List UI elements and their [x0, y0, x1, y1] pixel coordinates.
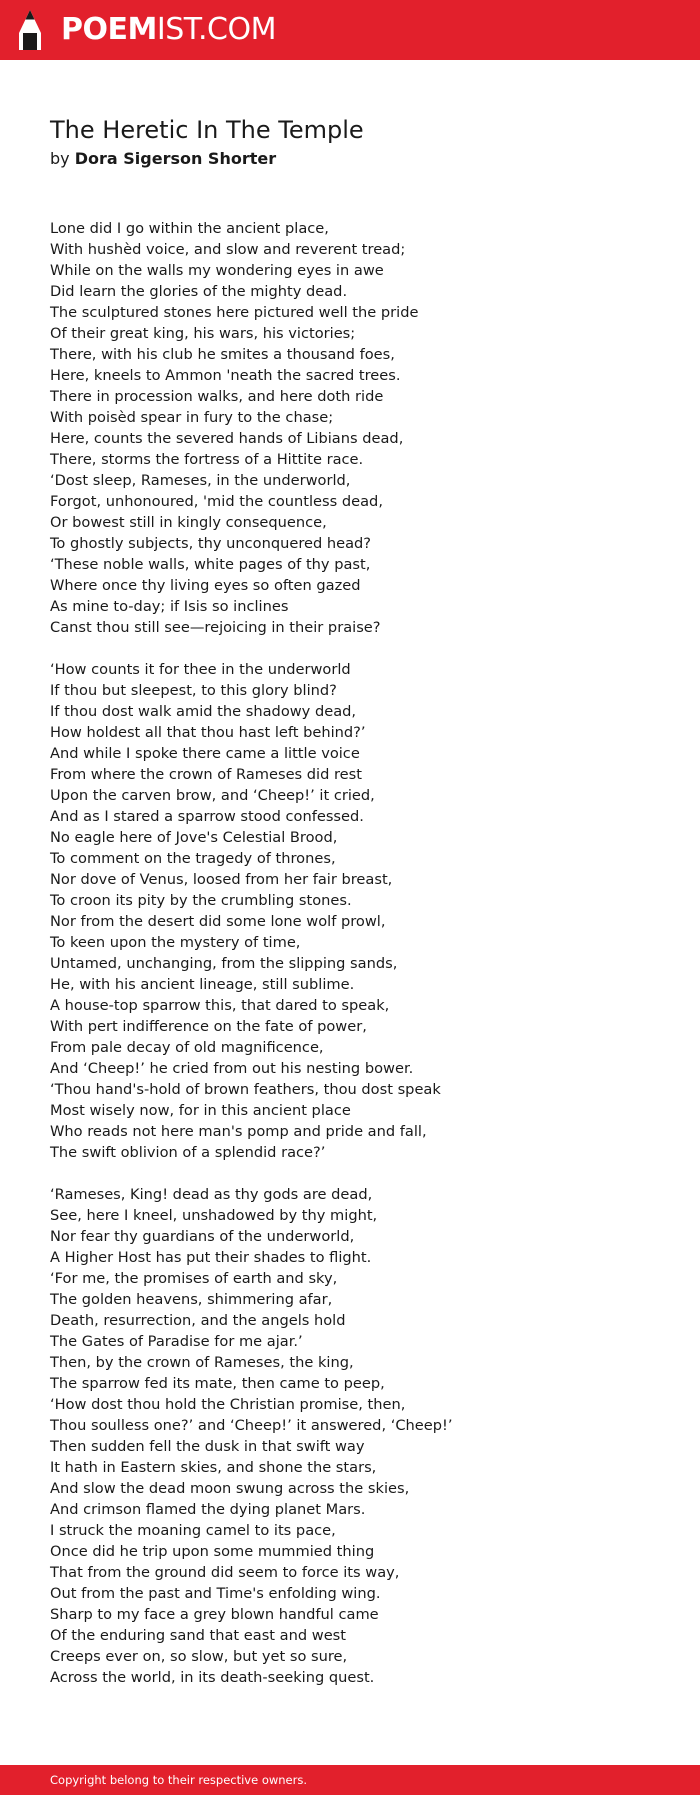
- poem-line: A Higher Host has put their shades to flight.: [50, 1249, 372, 1266]
- poem-line: It hath in Eastern skies, and shone the stars,: [50, 1459, 377, 1476]
- poem-line: To comment on the tragedy of thrones,: [50, 850, 336, 867]
- poem-line: How holdest all that thou hast left behind?’: [50, 724, 366, 741]
- poem-line: And as I stared a sparrow stood confessed.: [50, 808, 364, 825]
- poem-line: The swift oblivion of a splendid race?’: [50, 1144, 326, 1161]
- poem-line: Nor fear thy guardians of the underworld,: [50, 1228, 355, 1245]
- poem-line: ‘These noble walls, white pages of thy past,: [50, 556, 371, 573]
- poem-stanza: [50, 1184, 650, 1688]
- poem-line: Nor from the desert did some lone wolf prowl,: [50, 913, 386, 930]
- poem-line: With hushèd voice, and slow and reverent tread;: [50, 241, 406, 258]
- poem-line: There in procession walks, and here doth ride: [50, 388, 384, 405]
- poem-line: The sculptured stones here pictured well the pride: [50, 304, 419, 321]
- poem-line: There, with his club he smites a thousand foes,: [50, 346, 395, 363]
- poem-line: Death, resurrection, and the angels hold: [50, 1312, 346, 1329]
- poem-line: Where once thy living eyes so often gazed: [50, 577, 361, 594]
- poem-line: If thou but sleepest, to this glory blind?: [50, 682, 337, 699]
- poem-line: Out from the past and Time's enfolding wing.: [50, 1585, 381, 1602]
- copyright-notice: Copyright belong to their respective owners.: [50, 1773, 308, 1787]
- poem-line: Sharp to my face a grey blown handful came: [50, 1606, 379, 1623]
- poem-line: And slow the dead moon swung across the skies,: [50, 1480, 410, 1497]
- poem-stanza: [50, 659, 650, 1163]
- poem-line: Once did he trip upon some mummied thing: [50, 1543, 375, 1560]
- poem-line: Of their great king, his wars, his victories;: [50, 325, 356, 342]
- poem-line: The sparrow fed its mate, then came to peep,: [50, 1375, 385, 1392]
- poem-byline: [50, 147, 276, 171]
- logo-light-text: IST.COM: [156, 12, 276, 47]
- poem-author: Dora Sigerson Shorter: [74, 149, 277, 168]
- stanza-break: [50, 638, 650, 659]
- poem-line: Did learn the glories of the mighty dead.: [50, 283, 348, 300]
- poem-line: ‘Rameses, King! dead as thy gods are dead,: [50, 1186, 373, 1203]
- poem-line: There, storms the fortress of a Hittite race.: [50, 451, 364, 468]
- poem-line: ‘How dost thou hold the Christian promise, then,: [50, 1396, 406, 1413]
- poem-line: Of the enduring sand that east and west: [50, 1627, 346, 1644]
- poem-line: While on the walls my wondering eyes in awe: [50, 262, 384, 279]
- poem-stanza: [50, 218, 650, 638]
- poem-line: With pert indifference on the fate of power,: [50, 1018, 367, 1035]
- site-footer: [0, 1765, 700, 1795]
- poem-line: Most wisely now, for in this ancient place: [50, 1102, 351, 1119]
- poem-body: [50, 218, 650, 1688]
- poem-line: And while I spoke there came a little voice: [50, 745, 360, 762]
- poem-line: Or bowest still in kingly consequence,: [50, 514, 327, 531]
- poem-line: I struck the moaning camel to its pace,: [50, 1522, 336, 1539]
- poem-line: To croon its pity by the crumbling stones.: [50, 892, 352, 909]
- poem-line: Who reads not here man's pomp and pride and fall,: [50, 1123, 427, 1140]
- poem-line: The golden heavens, shimmering afar,: [50, 1291, 333, 1308]
- poem-line: See, here I kneel, unshadowed by thy might,: [50, 1207, 378, 1224]
- poem-line: Untamed, unchanging, from the slipping sands,: [50, 955, 398, 972]
- poem-line: ‘How counts it for thee in the underworld: [50, 661, 351, 678]
- poem-line: ‘For me, the promises of earth and sky,: [50, 1270, 338, 1287]
- poem-line: He, with his ancient lineage, still sublime.: [50, 976, 355, 993]
- poem-line: If thou dost walk amid the shadowy dead,: [50, 703, 357, 720]
- poem-line: Upon the carven brow, and ‘Cheep!’ it cried,: [50, 787, 375, 804]
- poem-line: Across the world, in its death-seeking quest.: [50, 1669, 375, 1686]
- poem-line: ‘Dost sleep, Rameses, in the underworld,: [50, 472, 351, 489]
- poem-line: Then sudden fell the dusk in that swift way: [50, 1438, 365, 1455]
- poem-line: To ghostly subjects, thy unconquered head?: [50, 535, 372, 552]
- poem-line: And crimson flamed the dying planet Mars.: [50, 1501, 366, 1518]
- poem-line: To keen upon the mystery of time,: [50, 934, 301, 951]
- poem-line: And ‘Cheep!’ he cried from out his nesting bower.: [50, 1060, 414, 1077]
- poem-line: Canst thou still see—rejoicing in their praise?: [50, 619, 381, 636]
- pencil-tip-icon[interactable]: [17, 9, 43, 51]
- poem-line: ‘Thou hand's-hold of brown feathers, thou dost speak: [50, 1081, 441, 1098]
- logo-bold-text: POEM: [61, 12, 157, 47]
- poem-line: With poisèd spear in fury to the chase;: [50, 409, 334, 426]
- poem-line: From where the crown of Rameses did rest: [50, 766, 362, 783]
- poem-line: From pale decay of old magnificence,: [50, 1039, 324, 1056]
- poem-line: Creeps ever on, so slow, but yet so sure,: [50, 1648, 348, 1665]
- poem-line: Nor dove of Venus, loosed from her fair breast,: [50, 871, 393, 888]
- poem-line: Forgot, unhonoured, 'mid the countless dead,: [50, 493, 383, 510]
- site-logo[interactable]: [61, 10, 276, 50]
- poem-title: The Heretic In The Temple: [50, 116, 364, 144]
- poem-line: Thou soulless one?’ and ‘Cheep!’ it answered, ‘Cheep!’: [50, 1417, 453, 1434]
- stanza-break: [50, 1163, 650, 1184]
- poem-line: The Gates of Paradise for me ajar.’: [50, 1333, 303, 1350]
- poem-line: Lone did I go within the ancient place,: [50, 220, 329, 237]
- poem-line: No eagle here of Jove's Celestial Brood,: [50, 829, 338, 846]
- poem-line: Here, counts the severed hands of Libians dead,: [50, 430, 404, 447]
- poem-line: Then, by the crown of Rameses, the king,: [50, 1354, 354, 1371]
- poem-line: Here, kneels to Ammon 'neath the sacred trees.: [50, 367, 401, 384]
- poem-line: That from the ground did seem to force its way,: [50, 1564, 400, 1581]
- poem-line: As mine to-day; if Isis so inclines: [50, 598, 289, 615]
- poem-line: A house-top sparrow this, that dared to speak,: [50, 997, 390, 1014]
- by-label: by: [50, 149, 70, 168]
- site-header: [0, 0, 700, 60]
